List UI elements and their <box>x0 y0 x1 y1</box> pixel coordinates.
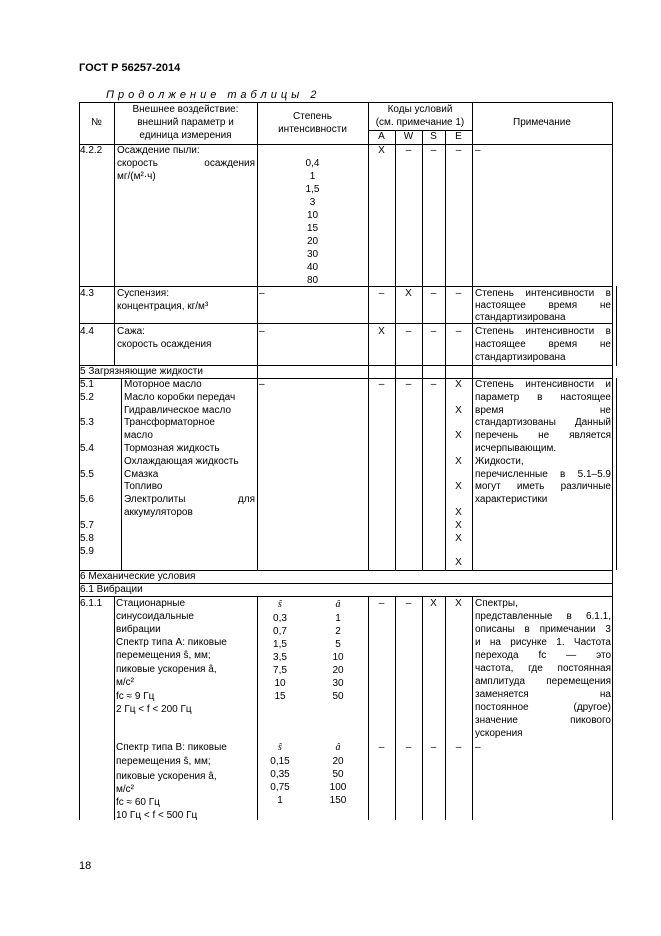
document-header: ГОСТ Р 56257-2014 <box>79 62 181 74</box>
vibration-desc: вибрации <box>116 624 161 635</box>
code-a: – <box>378 379 385 390</box>
row-note: и на рисунке 1. Частота <box>475 637 611 648</box>
code-a: X <box>378 326 385 337</box>
acceleration-value: 2 <box>335 626 341 637</box>
row-note: стандартизирована <box>475 352 566 363</box>
row-parameter-unit: мг/(м²·ч) <box>117 171 156 182</box>
page-number: 18 <box>79 860 92 872</box>
col-header-parameter-1: Внешнее воздействие: <box>132 104 239 115</box>
vibration-desc: м/с² <box>116 677 134 688</box>
code-s: – <box>430 379 437 390</box>
displacement-value: 3,5 <box>273 652 287 663</box>
code-w: – <box>405 379 412 390</box>
displacement-symbol: ŝ <box>278 742 282 753</box>
code-s: – <box>430 742 437 753</box>
row-note: постоянное (другое) <box>475 702 611 713</box>
displacement-value: 10 <box>274 678 286 689</box>
code-w: – <box>405 145 412 156</box>
col-header-number: № <box>91 117 102 128</box>
section-title: 5 Загрязняющие жидкости <box>80 366 203 377</box>
row-number: 5.5 <box>80 469 94 480</box>
liquid-item: масло <box>124 430 153 441</box>
code-e: X <box>455 430 462 441</box>
code-w: – <box>405 326 412 337</box>
row-note: Степень интенсивности в <box>475 326 611 337</box>
row-note: перехода fc — это <box>475 650 611 661</box>
degree-value: 1,5 <box>305 184 320 195</box>
displacement-value: 7,5 <box>273 665 287 676</box>
col-header-codes-1: Коды условий <box>387 104 453 115</box>
code-s: – <box>430 145 437 156</box>
row-number: 5.8 <box>80 533 94 544</box>
row-note: стандартизирована <box>475 312 566 323</box>
degree-value: 1 <box>309 171 316 182</box>
vibration-desc: пиковые ускорения â, <box>116 771 217 782</box>
row-note: частота, где постоянная <box>475 663 611 674</box>
displacement-value: 1,5 <box>273 639 287 650</box>
code-w: – <box>405 598 412 609</box>
vibration-desc: fc ≈ 60 Гц <box>116 797 160 808</box>
degree-value: – <box>259 379 265 390</box>
code-a: – <box>378 288 385 299</box>
col-header-code-w: W <box>403 131 414 142</box>
displacement-symbol: ŝ <box>278 599 282 610</box>
code-w: X <box>405 288 412 299</box>
row-note: время не <box>475 405 611 416</box>
degree-value: 15 <box>306 223 319 234</box>
row-number: 4.4 <box>80 326 94 337</box>
row-note: амплитуда перемещения <box>475 676 611 687</box>
liquid-item: Топливо <box>124 481 163 492</box>
vibration-desc: синусоидальные <box>116 611 194 622</box>
row-note: характеристики <box>475 494 548 505</box>
code-e: X <box>455 557 462 568</box>
degree-value: 10 <box>306 210 319 221</box>
acceleration-value: 20 <box>332 665 344 676</box>
vibration-desc: м/с² <box>116 784 134 795</box>
col-header-code-a: A <box>378 131 385 142</box>
displacement-value: 15 <box>274 691 286 702</box>
row-note: стандартизованы Данный <box>475 417 611 428</box>
subsection-title: 6.1 Вибрации <box>80 584 143 595</box>
col-header-degree-1: Степень <box>293 111 332 122</box>
liquid-item: Масло коробки передач <box>124 392 236 403</box>
vibration-desc: fc ≈ 9 Гц <box>116 691 155 702</box>
row-number: 5.7 <box>80 520 94 531</box>
acceleration-value: 20 <box>332 756 344 767</box>
code-e: X <box>455 533 462 544</box>
table-continuation-label: Продолжение таблицы 2 <box>106 89 321 101</box>
row-note: описаны в примечании 3 <box>475 624 611 635</box>
row-parameter: Сажа: <box>117 326 145 337</box>
code-s: X <box>430 598 437 609</box>
code-a: X <box>378 145 385 156</box>
degree-value: 20 <box>306 236 319 247</box>
degree-value: 0,4 <box>305 158 320 169</box>
row-note: могут иметь различные <box>475 481 611 492</box>
row-number: 5.1 <box>80 379 94 390</box>
acceleration-value: 1 <box>335 613 341 624</box>
row-parameter: скорость осаждения <box>117 339 212 350</box>
liquid-item: Тормозная жидкость <box>124 443 220 454</box>
code-e: – <box>455 742 462 753</box>
liquid-item: аккумуляторов <box>124 507 193 518</box>
row-parameter: Осаждение пыли: <box>117 145 200 156</box>
liquid-item: Смазка <box>124 469 159 480</box>
vibration-desc: пиковые ускорения â, <box>116 664 217 675</box>
col-header-parameter-3: единица измерения <box>139 130 232 141</box>
row-note: Степень интенсивности в <box>475 288 611 299</box>
vibration-desc: Спектр типа А: пиковые <box>116 637 227 648</box>
row-note: – <box>475 742 481 753</box>
displacement-value: 0,35 <box>270 769 290 780</box>
row-note: – <box>475 145 481 156</box>
row-note: представленные в 6.1.1, <box>475 611 611 622</box>
col-header-code-e: E <box>455 131 462 142</box>
acceleration-symbol: â <box>335 599 341 610</box>
acceleration-value: 150 <box>329 795 347 806</box>
row-note: исчерпывающим. <box>475 443 557 454</box>
row-note: значение пикового <box>475 715 611 726</box>
displacement-value: 0,7 <box>273 626 287 637</box>
code-e: X <box>455 520 462 531</box>
acceleration-value: 100 <box>329 782 347 793</box>
row-note: Жидкости, <box>475 456 524 467</box>
degree-value: 30 <box>306 249 319 260</box>
displacement-value: 0,3 <box>273 613 287 624</box>
acceleration-symbol: â <box>335 742 341 753</box>
vibration-desc: перемещения ŝ, мм; <box>116 650 211 661</box>
liquid-item: Гидравлическое масло <box>124 405 232 416</box>
col-header-note: Примечание <box>513 117 571 128</box>
row-note: настоящее время не <box>475 300 611 311</box>
liquid-item: Трансформаторное <box>124 417 215 428</box>
vibration-desc: Спектр типа В: пиковые <box>116 742 227 753</box>
code-e: – <box>455 326 462 337</box>
degree-value: 80 <box>306 275 319 286</box>
vibration-desc: перемещения ŝ, мм; <box>116 756 211 767</box>
row-number: 5.4 <box>80 443 94 454</box>
liquid-item: Охлаждающая жидкость <box>124 456 239 467</box>
degree-value: 40 <box>306 262 319 273</box>
code-e: – <box>455 288 462 299</box>
row-note: заменяется на <box>475 689 611 700</box>
code-e: X <box>455 481 462 492</box>
code-e: X <box>455 456 462 467</box>
code-s: – <box>430 326 437 337</box>
vibration-desc: Стационарные <box>116 598 186 609</box>
code-a: – <box>378 742 385 753</box>
row-note: Степень интенсивности и <box>475 379 611 390</box>
displacement-value: 1 <box>277 795 283 806</box>
col-header-degree-2: интенсивности <box>278 124 347 135</box>
row-number: 6.1.1 <box>80 598 103 609</box>
code-w: – <box>405 742 412 753</box>
code-e: X <box>455 405 462 416</box>
liquid-item: Электролиты для <box>124 494 255 505</box>
acceleration-value: 5 <box>335 639 341 650</box>
row-parameter: осаждения <box>204 158 255 169</box>
row-note: параметр в настоящее <box>475 392 611 403</box>
acceleration-value: 50 <box>332 691 344 702</box>
row-parameter-unit: концентрация, кг/м³ <box>117 301 209 312</box>
row-note: ускорения <box>475 728 523 739</box>
code-e: – <box>455 145 462 156</box>
displacement-value: 0,75 <box>270 782 290 793</box>
code-e: X <box>455 598 462 609</box>
code-e: X <box>455 507 462 518</box>
code-e: X <box>455 379 462 390</box>
row-note: настоящее время не <box>475 339 611 350</box>
section-title: 6 Механические условия <box>80 571 196 582</box>
row-number: 4.2.2 <box>80 145 103 156</box>
row-number: 5.2 <box>80 392 94 403</box>
acceleration-value: 30 <box>332 678 344 689</box>
vibration-desc: 10 Гц < f < 500 Гц <box>116 810 198 821</box>
row-number: 5.6 <box>80 494 94 505</box>
code-s: – <box>430 288 437 299</box>
degree-value: 3 <box>309 197 316 208</box>
row-number: 4.3 <box>80 288 94 299</box>
row-note: перечень не является <box>475 430 611 441</box>
vibration-desc: 2 Гц < f < 200 Гц <box>116 704 192 715</box>
degree-value: – <box>259 288 265 299</box>
row-note: Спектры, <box>475 598 518 609</box>
displacement-value: 0,15 <box>270 756 290 767</box>
row-number: 5.3 <box>80 417 94 428</box>
liquid-item: Моторное масло <box>124 379 202 390</box>
col-header-codes-2: (см. примечание 1) <box>375 117 465 128</box>
acceleration-value: 10 <box>332 652 344 663</box>
code-a: – <box>378 598 385 609</box>
acceleration-value: 50 <box>332 769 344 780</box>
col-header-parameter-2: внешний параметр и <box>137 117 234 128</box>
col-header-code-s: S <box>430 131 437 142</box>
row-parameter: скорость <box>117 158 158 169</box>
row-parameter: Суспензия: <box>117 288 169 299</box>
row-note: перечисленные в 5.1–5.9 <box>475 469 611 480</box>
row-number: 5.9 <box>80 546 94 557</box>
degree-value: – <box>259 326 265 337</box>
